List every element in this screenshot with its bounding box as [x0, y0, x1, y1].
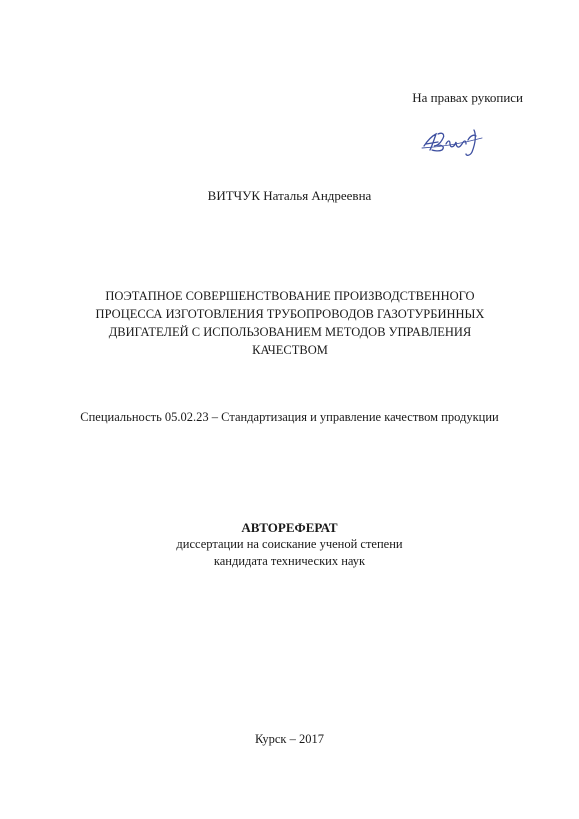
- specialty-line: Специальность 05.02.23 – Стандартизация и управление качеством продукции: [80, 410, 499, 424]
- title-line: ПОЭТАПНОЕ СОВЕРШЕНСТВОВАНИЕ ПРОИЗВОДСТВЕННОГО: [105, 289, 475, 303]
- handwritten-signature: [420, 120, 494, 160]
- dissertation-title: [60, 287, 520, 359]
- place-year: Курск – 2017: [254, 732, 325, 746]
- title-line: КАЧЕСТВОМ: [252, 343, 328, 357]
- abstract-line: диссертации на соискание ученой степени: [176, 537, 403, 551]
- abstract-line: кандидата технических наук: [213, 554, 366, 568]
- abstract-block: [0, 519, 579, 570]
- author-name: ВИТЧУК Наталья Андреевна: [207, 188, 372, 203]
- title-line: ПРОЦЕССА ИЗГОТОВЛЕНИЯ ТРУБОПРОВОДОВ ГАЗОТУРБИННЫХ: [95, 307, 485, 321]
- abstract-heading: АВТОРЕФЕРАТ: [241, 520, 338, 535]
- title-line: ДВИГАТЕЛЕЙ С ИСПОЛЬЗОВАНИЕМ МЕТОДОВ УПРАВЛЕНИЯ: [108, 325, 472, 339]
- rights-note: На правах рукописи: [412, 90, 523, 105]
